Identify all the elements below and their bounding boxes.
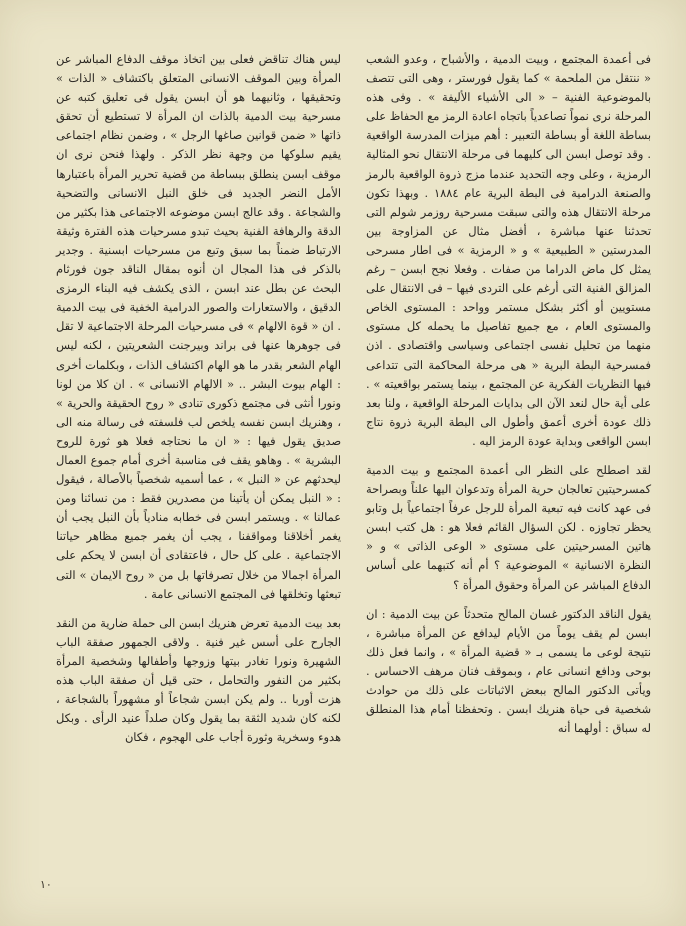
body-paragraph: فى أعمدة المجتمع ، وبيت الدمية ، والأشباح ، وعدو الشعب « ننتقل من الملحمة » كما يقول فورستر ، وهى التى تتصف بالموضوعية الفنية – « الى الأشياء الأليفة » . وفى هذه المرحلة نرى نمواً تصاعدياً باتجاه اعادة الرمز مع الحفاظ على بساطة اللغة أو بساطة التعبير : أهم ميزات المدرسة الواقعية . وقد توصل ابسن الى كليهما فى مرحلة الانتقال نحو المثالية الرمزية ، وعلى وجه التحديد عندما مزج ذروة الواقعية بالرمز والصنعة الدرامية فى البطة البرية عام ١٨٨٤ . وبهذا تكون مرحلة الانتقال هذه والتى سبقت مسرحية روزمر شولم التى تحدثنا عنها مباشرة ، أفضل مثال عن المزاوجة بين المدرستين « الطبيعية » و « الرمزية » فى اطار مسرحى يمثل كل ماض الدراما من صفات . وفعلا نجح ابسن – رغم المزالق الفنية التى أرغم على التردى فيها – فى الانتقال على مستويين أو أكثر بشكل مستمر وواحد : المستوى الخاص والمستوى العام ، مع جميع تفاصيل ما يحمله كل مستوى منهما من تحليل نفسى اجتماعى وسياسى واقتصادى . اذن فمسرحية البطة البرية « هى مرحلة المحاكمة التى تتداعى فيها النظريات الفكرية عن المجتمع ، بينما يستمر بواقعيته » . على أية حال لنعد الآن الى بدايات المرحلة الواقعية ، ولنا بعد ذلك عودة أخرى أعمق وأطول الى البطة البرية ذروة نتاج ابسن الواقعى وبداية عودة الرمز اليه . (366, 52, 651, 448)
right-column (366, 50, 651, 738)
paragraph-gap (366, 451, 651, 461)
paragraph-gap (366, 595, 651, 605)
body-paragraph: بعد بيت الدمية تعرض هنريك ابسن الى حملة ضارية من النقد الجارح على أسس غير فنية . ولاقى الجمهور صفقة الباب الشهيرة ونورا تغادر بيتها وزوجها وأطفالها وشخصية المرأة بكثير من النفور والتحامل ، حتى قيل أن صفقة الباب هذه هزت أوربا .. ولم يكن ابسن شجاعاً أو مشهوراً بالشجاعة ، لكنه كان شديد الثقة بما يقول وكان صلداً عنيد الرأى . وبكل هدوء وسخرية وثورة أجاب على الهجوم ، فكان (56, 615, 341, 745)
left-column (56, 50, 341, 747)
body-paragraph: ليس هناك تناقض فعلى بين اتخاذ موقف الدفاع المباشر عن المرأة وبين الموقف الانسانى المتعلق باكتشاف « الذات » وتحقيقها ، وثانيهما هو أن ابسن يقول فى تعليق كتبه عن مسرحية بيت الدمية بالذات ان المرأة لا تستطيع أن تحقق ذاتها « ضمن قوانين صاغها الرجل » ، وضمن نظام اجتماعى يقيم سلوكها من وجهة نظر الذكر . ولهذا فنحن نرى ان موقف ابسن ينطلق ببساطة من قضية تحرير المرأة باعتبارها الأمل النضر الجديد فى خلق النبل الانسانى والتضحية والشجاعة . وقد عالج ابسن موضوعه الاجتماعى هذا بكثير من الدقة والرهافة الفنية بحيث تبدو مسرحيات هذه الفترة وثيقة الارتباط ضمناً بما سبق وتبع من مسرحيات ابسنية . وجدير بالذكر فى هذا المجال ان أنوه بمقال الناقد جون فورثام البحث عن بطل عند ابسن ، الذى يكشف فيه البناء الرمزى الدقيق ، والاستعارات والصور الدرامية الخفية فى بيت الدمية . ان « قوة الالهام » فى مسرحيات المرحلة الاجتماعية لا تقل فى جوهرها عنها فى براند وبيرجنت الشعريتين ، لكنه ليس الهام الشعر بقدر ما هو الهام اكتشاف الذات ، وبكلمات أخرى : الهام بيوت البشر .. « الالهام الانسانى » . ان كلا من لونا ونورا أنثى فى مجتمع ذكورى تنادى « روح الحقيقة والحرية » ، وهنريك ابسن نفسه يلخص لب فلسفته فى رسالة منه الى صديق يقول فيها : « ان ما نحتاجه فعلا هو ثورة للروح البشرية » . وهاهو يقف فى مناسبة أخرى أمام جموع العمال ليحدثهم عن « النبل » ، عما أسميه شخصياً بالأصالة ، فيقول : « النبل يمكن أن يأتينا من مصدرين فقط : من نسائنا ومن عمالنا » . ويستمر ابسن فى خطابه منادياً بأن النبل يجب أن يغمر أخلاقنا ومواقفنا ، يجب أن يغمر جميع مظاهر حياتنا الاجتماعية . على كل حال ، فاعتقادى أن ابسن لا يحكم على المرأة اجمالا من خلال تصرفاتها بل من « روح الايمان » التى تبعثها وتخلقها فى المجتمع الانسانى عامة . (56, 52, 341, 601)
paragraph-gap (56, 604, 341, 614)
body-paragraph: يقول الناقد الدكتور غسان المالح متحدثاً عن بيت الدمية : ان ابسن لم يقف يوماً من الأيام ليدافع عن المرأة مباشرة ، نتيجة لوعى ما يسمى بـ « قضية المرأة » ، وانما فعل ذلك بوحى ودافع انسانى عام ، وبموقف فنان مرهف الاحساس . ويأتى الدكتور المالح ببعض الاثباتات على ذلك من حوادث شخصية فى حياة هنريك ابسن . وتحفظنا أمام هذا المنطلق له سباق : أولهما أنه (366, 606, 651, 736)
body-paragraph: لقد اصطلح على النظر الى أعمدة المجتمع و بيت الدمية كمسرحيتين تعالجان حرية المرأة وتدعوان اليها علناً وبصراحة فى عهد كانت فيه تبعية المرأة للرجل عرفاً اجتماعياً بل وتابو يحظر تجاوزه . لكن السؤال القائم فعلا هو : هل كتب ابسن هاتين المسرحيتين على مستوى « الوعى الذاتى » و « النظرة الانسانية » الموضوعية ؟ أم أنه كتبهما على أساس الدفاع المباشر عن المرأة وحقوق المرأة ؟ (366, 462, 651, 592)
page-number: ١٠ (40, 878, 52, 891)
